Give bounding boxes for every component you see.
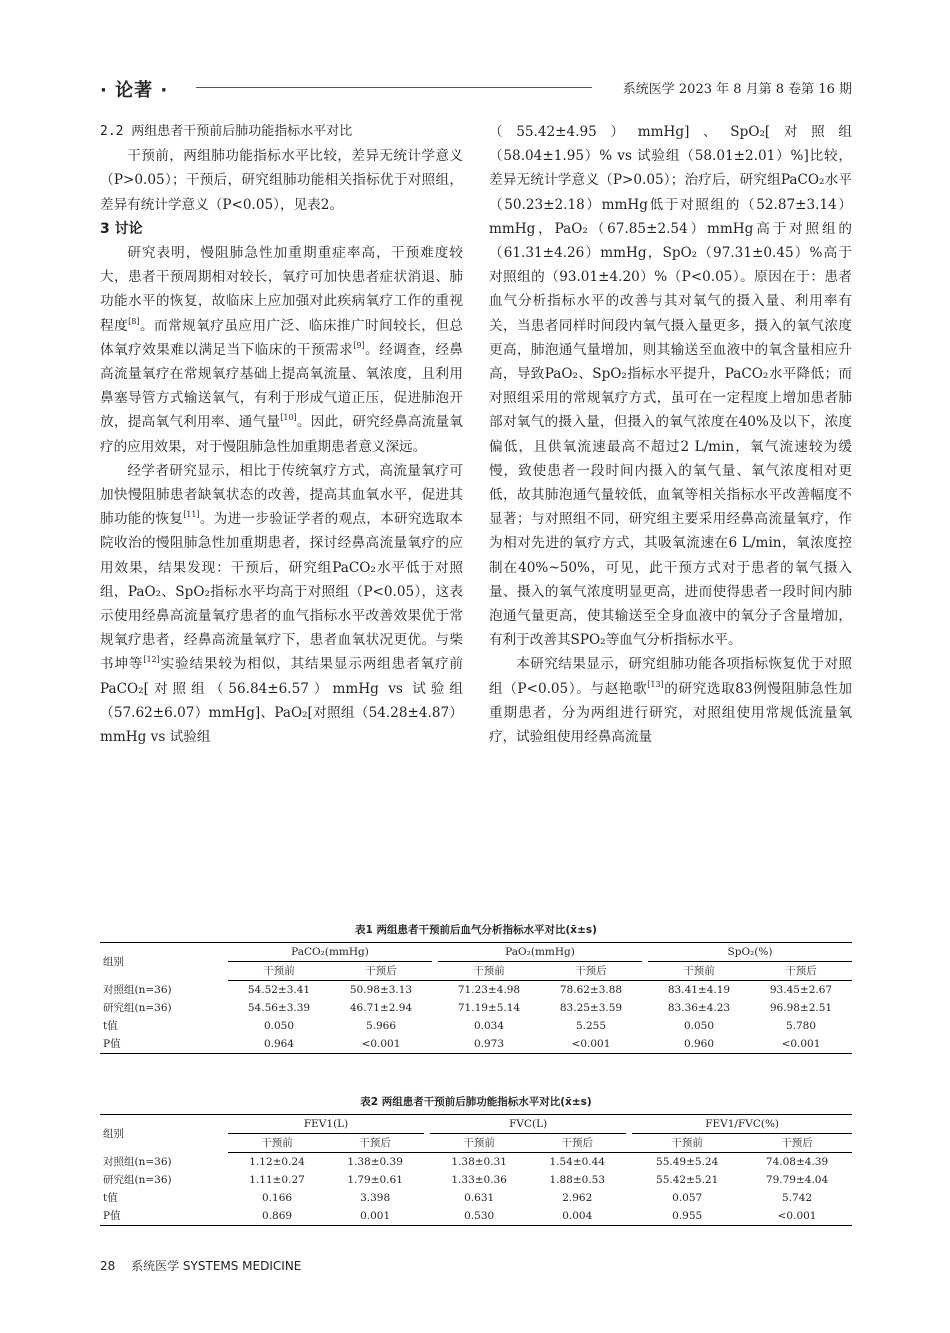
cell: 对照组(n=36) [103, 983, 172, 996]
cell: 0.973 [438, 1035, 540, 1054]
sub-header: 干预后 [742, 1134, 852, 1153]
cell: 0.050 [263, 1020, 295, 1032]
cell: t值 [103, 1020, 118, 1032]
cell: <0.001 [330, 1035, 432, 1054]
sub-header: 干预前 [228, 1134, 326, 1153]
table-row [100, 981, 852, 1000]
sub-header: 干预后 [326, 1134, 424, 1153]
cell: 74.08±4.39 [765, 1156, 829, 1168]
cell: 0.869 [228, 1207, 326, 1226]
group-header: SpO₂(%) [648, 943, 852, 962]
table-2-caption: 表2 两组患者干预前后肺功能指标水平对比(x̄±s) [360, 1096, 592, 1108]
group-header: FEV1/FVC(%) [632, 1115, 852, 1134]
citation-10: [10] [280, 413, 297, 423]
text-run: 。经调查，经鼻高流量氧疗在常规氧疗基础上提高氧流量、氧浓度，且利用鼻塞导管方式输送氧气，有利于形成气道正压，促进肺泡开放，提高氧气利用率、通气量 [100, 341, 464, 431]
cell: 研究组(n=36) [103, 1002, 172, 1014]
text-run: 的研究选取83例慢阻肺急性加重期患者，分为两组进行研究，对照组使用常规低流量氧疗，试验组使用经鼻高流量 [489, 680, 852, 746]
cell: 1.38±0.31 [451, 1156, 507, 1168]
cell: 0.530 [430, 1207, 528, 1226]
cell: 46.71±2.94 [349, 1002, 413, 1014]
sub-header: 干预前 [632, 1134, 742, 1153]
cell: 1.88±0.53 [549, 1174, 605, 1186]
citation-8: [8] [128, 316, 140, 326]
table-1 [100, 942, 852, 1054]
page-number: 28 [100, 1259, 116, 1273]
cell: 0.960 [648, 1035, 750, 1054]
cell: 5.255 [575, 1020, 607, 1032]
cell: 79.79±4.04 [765, 1174, 829, 1186]
page-footer [100, 1257, 301, 1274]
sub-header: 干预前 [430, 1134, 528, 1153]
table-row [100, 1153, 852, 1172]
cell: 50.98±3.13 [349, 984, 413, 996]
sub-header: 干预前 [228, 962, 330, 981]
cell: 3.398 [360, 1192, 391, 1204]
header-rule [196, 87, 592, 88]
row-header: 组别 [100, 1115, 228, 1153]
paragraph-results-lung: 干预前，两组肺功能指标水平比较，差异无统计学意义（P>0.05）；干预后，研究组肺功能相关指标优于对照组，差异有统计学意义（P<0.05），见表2。 [100, 148, 463, 213]
cell: 1.11±0.27 [249, 1174, 305, 1186]
sub-header: 干预后 [750, 962, 852, 981]
table-header-row [100, 943, 852, 962]
sub-header: 干预前 [648, 962, 750, 981]
cell: 0.004 [528, 1207, 626, 1226]
section-3-title: 3 讨论 [100, 220, 143, 237]
table-row [100, 1207, 852, 1226]
cell: 78.62±3.88 [559, 984, 623, 996]
sub-header: 干预后 [540, 962, 642, 981]
cell: 1.38±0.39 [347, 1156, 403, 1168]
table-1-caption: 表1 两组患者干预前后血气分析指标水平对比(x̄±s) [355, 924, 597, 936]
cell: 93.45±2.67 [769, 984, 833, 996]
cell: 2.962 [562, 1192, 593, 1204]
cell: 83.25±3.59 [559, 1002, 623, 1014]
cell: 0.050 [683, 1020, 715, 1032]
cell: 0.001 [326, 1207, 424, 1226]
text-run: 。为进一步验证学者的观点，本研究选取本院收治的慢阻肺急性加重期患者，探讨经鼻高流量氧疗的应用效果，结果发现：干预后，研究组PaCO₂水平低于对照组，PaO₂、SpO₂指标水平均高于对照组（P<0.05），这表示使用经鼻高流量氧疗患者的血气指标水平改善效果优于常规氧疗患者，经鼻高流量氧疗下，患者血氧状况更优。与柴书坤等 [100, 511, 464, 673]
journal-info: 系统医学 2023 年 8 月第 8 卷第 16 期 [622, 82, 852, 97]
group-header: PaO₂(mmHg) [438, 943, 642, 962]
cell: P值 [100, 1207, 228, 1226]
section-label: · 论著 · [100, 80, 169, 101]
text-run: 实验结果较为相似，其结果显示两组患者氧疗前PaCO₂[对照组（56.84±6.57）mmHg vs 试验组（57.62±6.07）mmHg]、PaO₂[对照组（54.28±4.87）mmHg vs 试验组 [100, 656, 464, 746]
citation-9: [9] [353, 340, 365, 350]
group-header: PaCO₂(mmHg) [228, 943, 432, 962]
cell: <0.001 [540, 1035, 642, 1054]
text-run: 研究表明，慢阻肺急性加重期重症率高，干预难度较大，患者干预周期相对较长，氧疗可加快患者症状消退、肺功能水平的恢复，故临床上应加强对此疾病氧疗工作的重视程度 [100, 245, 463, 334]
table-2 [100, 1114, 852, 1226]
running-header [100, 74, 852, 104]
right-column [489, 120, 852, 749]
table-row [100, 999, 852, 1017]
table-row [100, 1189, 852, 1207]
cell: 96.98±2.51 [769, 1002, 833, 1014]
paragraph-discussion-4 [489, 652, 852, 749]
cell: 5.966 [365, 1020, 397, 1032]
sub-header: 干预后 [528, 1134, 626, 1153]
text-run: 。而常规氧疗虽应用广泛、临床推广时间较长，但总体氧疗效果难以满足当下临床的干预需求 [100, 317, 464, 358]
cell: 54.56±3.39 [247, 1002, 311, 1014]
table-header-row [100, 1115, 852, 1134]
cell: 0.964 [228, 1035, 330, 1054]
cell: 0.057 [672, 1192, 703, 1204]
citation-12: [12] [143, 655, 160, 665]
text-run: 。因此，研究经鼻高流量氧疗的应用效果，对于慢阻肺急性加重期患者意义深远。 [100, 414, 464, 455]
cell: 1.12±0.24 [249, 1156, 305, 1168]
sub-header: 干预后 [330, 962, 432, 981]
cell: 83.36±4.23 [667, 1002, 731, 1014]
table-row [100, 1017, 852, 1035]
paragraph-discussion-1 [100, 241, 463, 459]
paragraph-discussion-3: （55.42±4.95）mmHg]、SpO₂[对照组（58.04±1.95）% vs 试验组（58.01±2.01）%]比较，差异无统计学意义（P>0.05）；治疗后，研究组PaCO₂水平（50.23±2.18）mmHg低于对照组的（52.87±3.14）mmHg，PaO₂（67.85±2.54）mmHg高于对照组的（61.31±4.26）mmHg，SpO₂（97.31±0.45）%高于对照组的（93.01±4.20）%（P<0.05）。原因在于：患者血气分析指标水平的改善与其对氧气的摄入量、利用率有关，当患者同样时间段内氧气摄入量更多，摄入的氧气浓度更高，肺泡通气量增加，则其输送至血液中的氧含量相应升高，导致PaO₂、SpO₂指标水平提升，PaCO₂水平降低；而对照组采用的常规氧疗方式，虽可在一定程度上增加患者肺部对氧气的摄入量，但摄入的氧气浓度在40%及以下，浓度偏低，且供氧流速最高不超过2 L/min，氧气流速较为缓慢，致使患者一段时间内摄入的氧气量、氧气浓度相对更低，故其肺泡通气量较低，血氧等相关指标水平改善幅度不显著；与对照组不同，研究组主要采用经鼻高流量氧疗，作为相对先进的氧疗方式，其吸氧流速在6 L/min，氧浓度控制在40%~50%，可见，此干预方式对于患者的氧气摄入量、摄入的氧气浓度明显更高，进而使得患者一段时间内肺泡通气量更高，使其输送至全身血液中的氧分子含量增加，有利于改善其SPO₂等血气分析指标水平。 [489, 124, 852, 649]
cell: t值 [103, 1192, 118, 1204]
cell: 55.42±5.21 [656, 1174, 719, 1186]
cell: 1.54±0.44 [549, 1156, 605, 1168]
cell: 71.19±5.14 [457, 1002, 521, 1014]
cell: 0.955 [632, 1207, 742, 1226]
left-column [100, 120, 463, 749]
cell: 5.742 [782, 1192, 813, 1204]
cell: 0.166 [262, 1192, 293, 1204]
cell: P值 [100, 1035, 228, 1054]
table-row [100, 1035, 852, 1054]
cell: 对照组(n=36) [103, 1155, 172, 1168]
sub-header: 干预前 [438, 962, 540, 981]
section-2-2-title: 2.2 两组患者干预前后肺功能指标水平对比 [100, 124, 353, 139]
row-header: 组别 [100, 943, 228, 981]
cell: 1.79±0.61 [347, 1174, 403, 1186]
citation-11: [11] [183, 510, 200, 520]
cell: 71.23±4.98 [457, 984, 521, 996]
table-row [100, 1171, 852, 1189]
cell: 83.41±4.19 [667, 984, 731, 996]
paragraph-discussion-2 [100, 459, 463, 749]
cell: 54.52±3.41 [247, 984, 311, 996]
group-header: FVC(L) [430, 1115, 626, 1134]
text-run: 经学者研究显示，相比于传统氧疗方式，高流量氧疗可加快慢阻肺患者缺氧状态的改善，提高其血氧水平，促进其肺功能的恢复 [100, 462, 463, 528]
cell: 55.49±5.24 [656, 1156, 719, 1168]
text-run: 本研究结果显示，研究组肺功能各项指标恢复优于对照组（P<0.05）。与赵艳歌 [489, 656, 852, 697]
citation-13: [13] [647, 679, 664, 689]
journal-name: 系统医学 SYSTEMS MEDICINE [131, 1259, 302, 1273]
cell: 0.034 [473, 1020, 505, 1032]
cell: <0.001 [750, 1035, 852, 1054]
cell: 0.631 [464, 1192, 495, 1204]
group-header: FEV1(L) [228, 1115, 424, 1134]
cell: 研究组(n=36) [103, 1174, 172, 1186]
cell: <0.001 [742, 1207, 852, 1226]
cell: 1.33±0.36 [451, 1174, 507, 1186]
cell: 5.780 [785, 1020, 817, 1032]
